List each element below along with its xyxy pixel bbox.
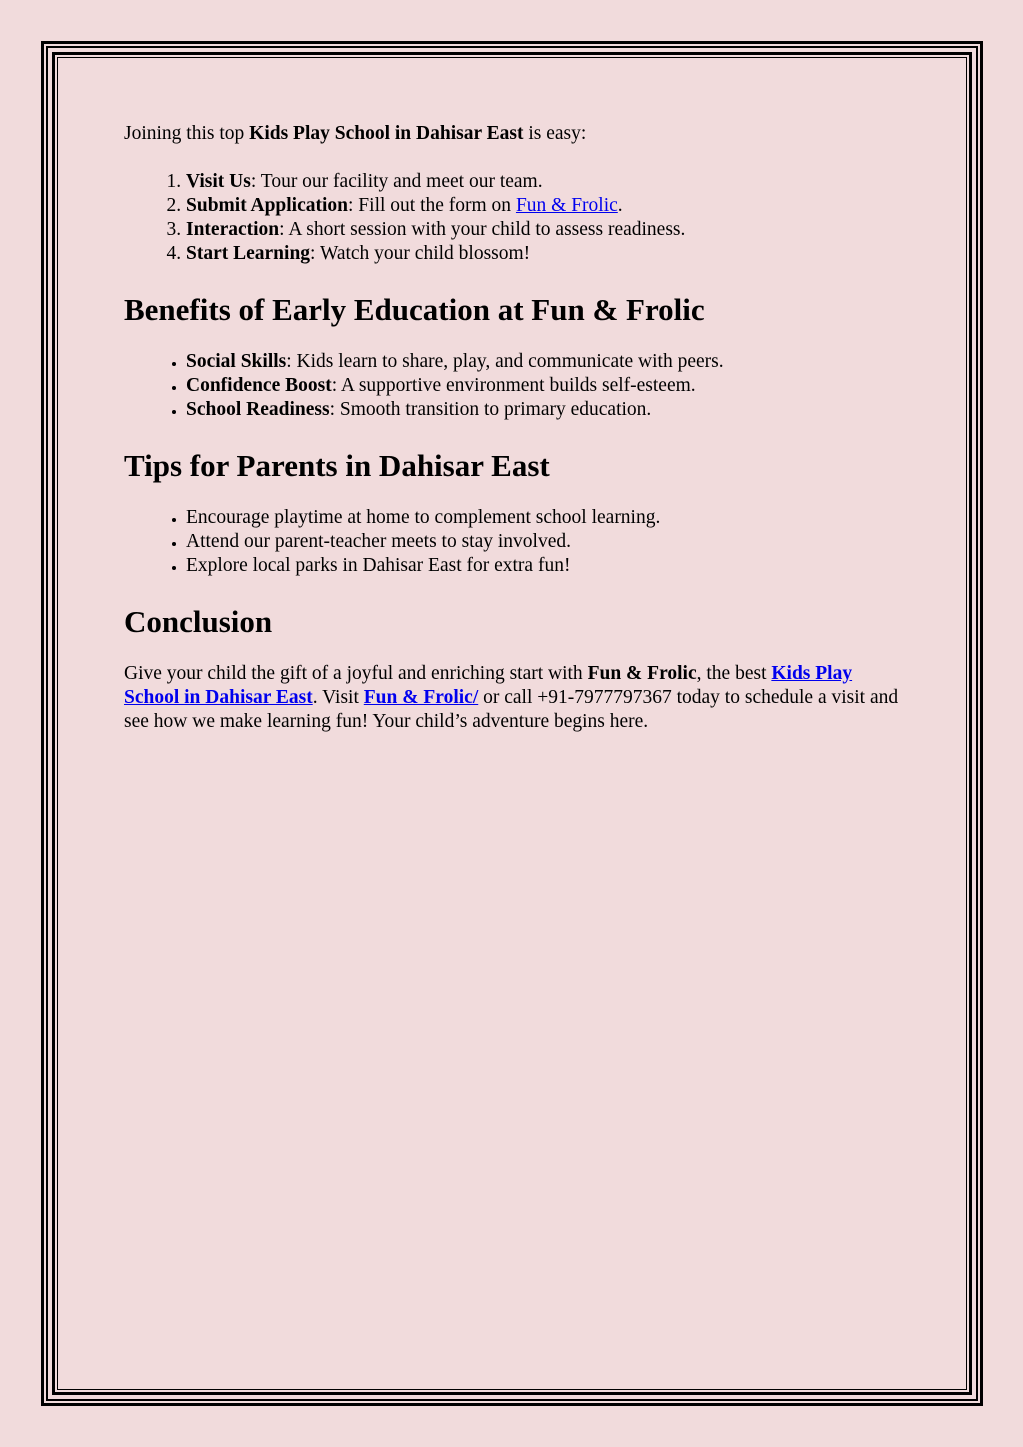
benefit-text: : Kids learn to share, play, and communicate with peers.: [286, 351, 724, 372]
tips-heading: Tips for Parents in Dahisar East: [124, 448, 550, 483]
conclusion-text: . Visit: [312, 687, 364, 708]
conclusion-paragraph: [124, 662, 904, 734]
step-item: [186, 170, 904, 194]
intro-bold: Kids Play School in Dahisar East: [249, 123, 524, 144]
kids-play-school-link[interactable]: Kids Play School in Dahisar East: [124, 663, 853, 708]
conclusion-text: Give your child the gift of a joyful and enriching start with: [124, 663, 588, 684]
step-title: Start Learning: [186, 243, 311, 264]
step-title: Submit Application: [186, 195, 349, 216]
benefit-text: : Smooth transition to primary education.: [329, 399, 652, 420]
benefit-text: : A supportive environment builds self-esteem.: [331, 375, 696, 396]
fun-frolic-website-link[interactable]: Fun & Frolic/: [363, 687, 479, 708]
step-item: [186, 242, 904, 266]
intro-suffix: is easy:: [523, 123, 587, 144]
conclusion-text: or call +91-7977797367 today to schedule a visit and see how we make learning fun! Your child’s adventure begins here.: [124, 687, 899, 732]
step-item: [186, 194, 904, 218]
benefits-list: [124, 350, 904, 422]
tips-list: [124, 506, 904, 578]
step-item: [186, 218, 904, 242]
benefit-title: Social Skills: [186, 351, 287, 372]
conclusion-text: , the best: [696, 663, 772, 684]
tip-item: • Explore local parks in Dahisar East for extra fun!: [186, 554, 904, 578]
steps-list: [124, 170, 904, 266]
benefit-title: School Readiness: [186, 399, 330, 420]
conclusion-heading: Conclusion: [124, 604, 273, 639]
step-text-after: .: [617, 195, 623, 216]
step-title: Interaction: [186, 219, 280, 240]
step-text: : Fill out the form on: [348, 195, 516, 216]
intro-prefix: Joining this top: [124, 123, 250, 144]
benefit-title: Confidence Boost: [186, 375, 332, 396]
step-text: : A short session with your child to assess readiness.: [279, 219, 686, 240]
conclusion-brand: Fun & Frolic: [587, 663, 697, 684]
benefit-item: [186, 374, 904, 398]
benefits-heading: Benefits of Early Education at Fun & Frolic: [124, 292, 705, 327]
benefit-item: [186, 398, 904, 422]
intro-paragraph: [124, 122, 904, 146]
fun-frolic-link[interactable]: Fun & Frolic: [515, 195, 618, 216]
tip-item: • Attend our parent-teacher meets to stay involved.: [186, 530, 904, 554]
benefit-item: [186, 350, 904, 374]
document-body: [124, 122, 904, 734]
step-title: Visit Us: [186, 171, 251, 192]
tip-item: • Encourage playtime at home to complement school learning.: [186, 506, 904, 530]
step-text: : Tour our facility and meet our team.: [250, 171, 543, 192]
step-text: : Watch your child blossom!: [310, 243, 531, 264]
